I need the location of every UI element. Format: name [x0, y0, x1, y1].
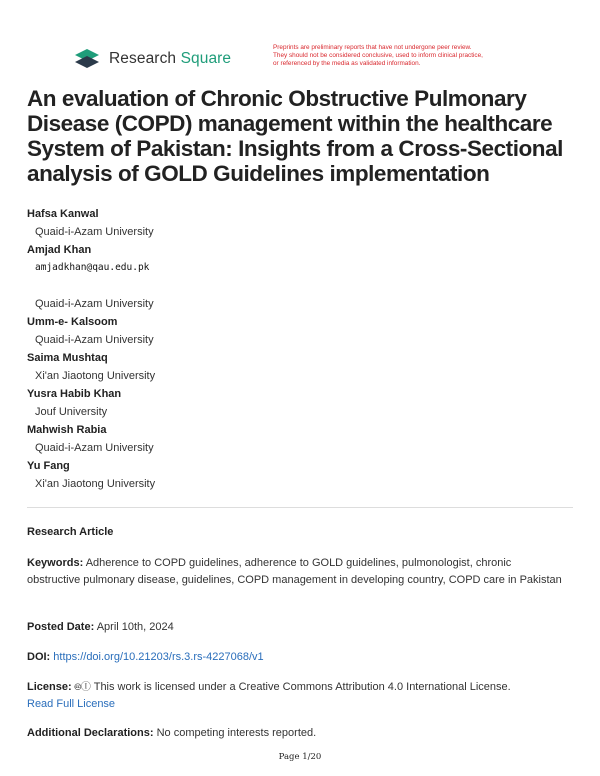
author-name: Yu Fang [27, 460, 70, 472]
section-divider [27, 507, 573, 508]
doi-label: DOI: [27, 651, 51, 663]
article-type [27, 524, 567, 541]
creative-commons-icon: 🅭Ⓘ [74, 682, 91, 693]
author-name: Amjad Khan [27, 244, 92, 256]
declarations-value: No competing interests reported. [156, 727, 317, 739]
author-affiliation: Xi'an Jiaotong University [35, 370, 156, 382]
keywords-value: Adherence to COPD guidelines, adherence to GOLD guidelines, pulmonologist, chronic obstructive pulmonary disease, guidelines, COPD management in developing country, COPD care in Pakistan [27, 557, 562, 586]
doi-link[interactable]: https://doi.org/10.21203/rs.3.rs-4227068/v1 [53, 651, 264, 663]
logo-word-research: Research [109, 50, 177, 67]
declarations-label: Additional Declarations: [27, 727, 154, 739]
disclaimer-line: or referenced by the media as validated information. [273, 60, 421, 67]
license-label: License: [27, 681, 72, 693]
author-affiliation: Quaid-i-Azam University [35, 226, 154, 238]
research-square-logo[interactable] [73, 47, 231, 71]
spacer [27, 277, 567, 295]
author-affiliation: Jouf University [35, 406, 108, 418]
author-name: Mahwish Rabia [27, 424, 107, 436]
disclaimer-line: They should not be considered conclusive, used to inform clinical practice, [273, 52, 483, 59]
logo-wordmark [109, 50, 231, 68]
keywords-block [27, 555, 567, 589]
disclaimer-line: Preprints are preliminary reports that have not undergone peer review. [273, 44, 472, 51]
doi-block [27, 649, 567, 666]
author-affiliation: Quaid-i-Azam University [35, 334, 154, 346]
license-text: This work is licensed under a Creative Commons Attribution 4.0 International License. [93, 681, 511, 693]
author-name: Yusra Habib Khan [27, 388, 122, 400]
author-name: Saima Mushtaq [27, 352, 108, 364]
author-list [27, 205, 567, 493]
author-name: Umm-e- Kalsoom [27, 316, 118, 328]
license-block [27, 679, 567, 713]
author-affiliation: Quaid-i-Azam University [35, 298, 154, 310]
read-full-license-link[interactable]: Read Full License [27, 698, 116, 710]
keywords-label: Keywords: [27, 557, 84, 569]
author-affiliation: Xi'an Jiaotong University [35, 478, 156, 490]
author-email[interactable]: amjadkhan@qau.edu.pk [35, 262, 150, 273]
additional-declarations [27, 725, 567, 742]
author-affiliation: Quaid-i-Azam University [35, 442, 154, 454]
posted-date-value: April 10th, 2024 [96, 621, 174, 633]
page-number: Page 1/20 [278, 752, 322, 762]
preprint-disclaimer [273, 44, 543, 68]
paper-title: An evaluation of Chronic Obstructive Pulmonary Disease (COPD) management within the healthcare System of Pakistan: Insights from a Cross-Sectional analysis of GOLD Guidelines implementation [27, 86, 563, 186]
article-type-label: Research Article [27, 526, 114, 538]
posted-date-label: Posted Date: [27, 621, 95, 633]
author-name: Hafsa Kanwal [27, 208, 99, 220]
research-square-logo-icon [73, 47, 103, 71]
logo-word-square: Square [180, 50, 232, 67]
posted-date [27, 619, 567, 636]
